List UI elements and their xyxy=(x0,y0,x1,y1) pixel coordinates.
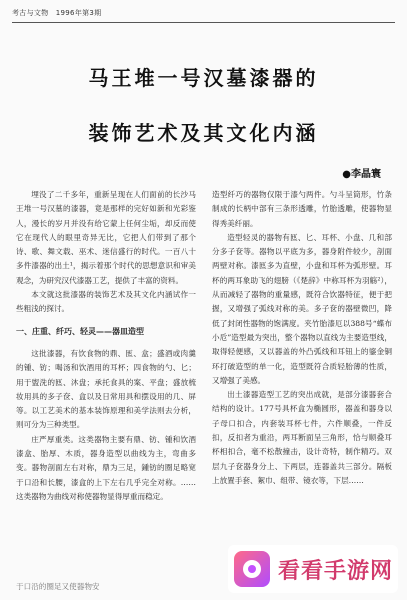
paragraph: 出土漆器造型工艺的突出成就，是部分漆器套合结构的设计。177号具杯盒为椭圆形，器盖和器身以子母口扣合，内套装耳杯七件，六件顺叠，一件反扣，反扣者为重沿，两耳断面呈三角形，恰与顺叠耳杯相扣合，毫不松散撞击，设计奇特，制作精巧。双层九子奁器身分上、下两层，连器盖共三部分。隔板上放置手套、絮巾、组带、镜衣等，下层…… xyxy=(212,390,392,485)
bottom-cut-text: 于口沿的圈足又使器物安 xyxy=(16,582,100,591)
article-title-line2: 装饰艺术及其文化内涵 xyxy=(88,121,319,145)
paragraph: 造型轻灵的器物有匜、匕、耳杯、小盘、几和部分多子奁等。器物以平底为多，器身附件较少，剖面两壁对称。漆匜多为直壁，小盘和耳杯为弧形壁。耳杯的两耳象助飞的翅膀（《楚辞》中称耳杯为羽觞²），从而减轻了器物的重量感，既符合饮器特征，便于把握，又增强了弧线对称的美。多子奁的器壁微凹，降低了封闭性器物的饱满度。夹竹胎漆厄以388号“蝶布小卮”造型最为突出，整个器物以直线为主要造型线，取得轻便感，又以器盖的外凸弧线和耳钮上的鎏金铜环打破造型的单一化，造型既符合质轻胎薄的性质，又增强了美感。 xyxy=(212,232,392,385)
paragraph: 本文就这批漆器的装饰艺术及其文化内涵试作一些粗浅的探讨。 xyxy=(16,290,196,314)
paragraph: 埋没了二千多年，重新呈现在人们面前的长沙马王堆一号汉墓的漆器，竟是那样的完好如新和光彩鉴人，漫长的岁月并没有给它蒙上任何尘垢，却反而使它在现代人的眼里奇异无比，它把人们带到了那个诗、歌、舞文载、巫术、迷信盛行的时代。一百八十多件漆器的出土¹，揭示着那个时代的思想意识和审美观念，为研究汉代漆器工艺，提供了丰富的资料。 xyxy=(16,190,196,285)
journal-header: 考古与文物 1996年第3期 xyxy=(12,9,102,17)
site-logo-icon xyxy=(234,551,270,587)
section-heading: 一、庄重、纤巧、轻灵——器皿造型 xyxy=(16,326,144,336)
author-name: ●李晶寰 xyxy=(342,169,381,180)
paragraph: 庄严厚重类。这类器物主要有鼎、钫、锺和饮酒漆盒、胎厚、木质，器身造型以曲线为主，弯曲多变。器物剖面左右对称，鼎为三足，鍾钫的圈足略宽于口沿和长腰，漆盒的上下左右几乎完全对称。……这类器物为曲线对称使器物显得厚重而稳定。 xyxy=(16,434,196,501)
paragraph: 这批漆器，有饮食物的鼎、匜、盒；盛酒或肉羹的锺、钫；喝汤和饮酒用的耳杯；四食物的勺、匕；用于盥洗的匜、沐盘；承托食具的案、平盘；盛放梳妆用具的多子奁、盒以及日常用具和摆设用的几、屏等。以工艺美术的基本装饰原理和美学法则去分析，则可分为三种类型。 xyxy=(16,348,196,430)
watermark-text: 看看手游网 xyxy=(278,558,394,584)
right-column xyxy=(212,188,392,488)
article-title-line1: 马王堆一号汉墓漆器的 xyxy=(88,66,319,90)
site-watermark[interactable] xyxy=(228,545,398,593)
header-rule xyxy=(12,22,395,23)
paragraph: 造型纤巧的器物仅限于漆勺两件。勺斗呈筒形，竹条制成的长柄中部有三条形透雕，竹胎透雕，使器物显得秀美纤丽。 xyxy=(212,190,392,228)
left-column xyxy=(16,188,196,504)
